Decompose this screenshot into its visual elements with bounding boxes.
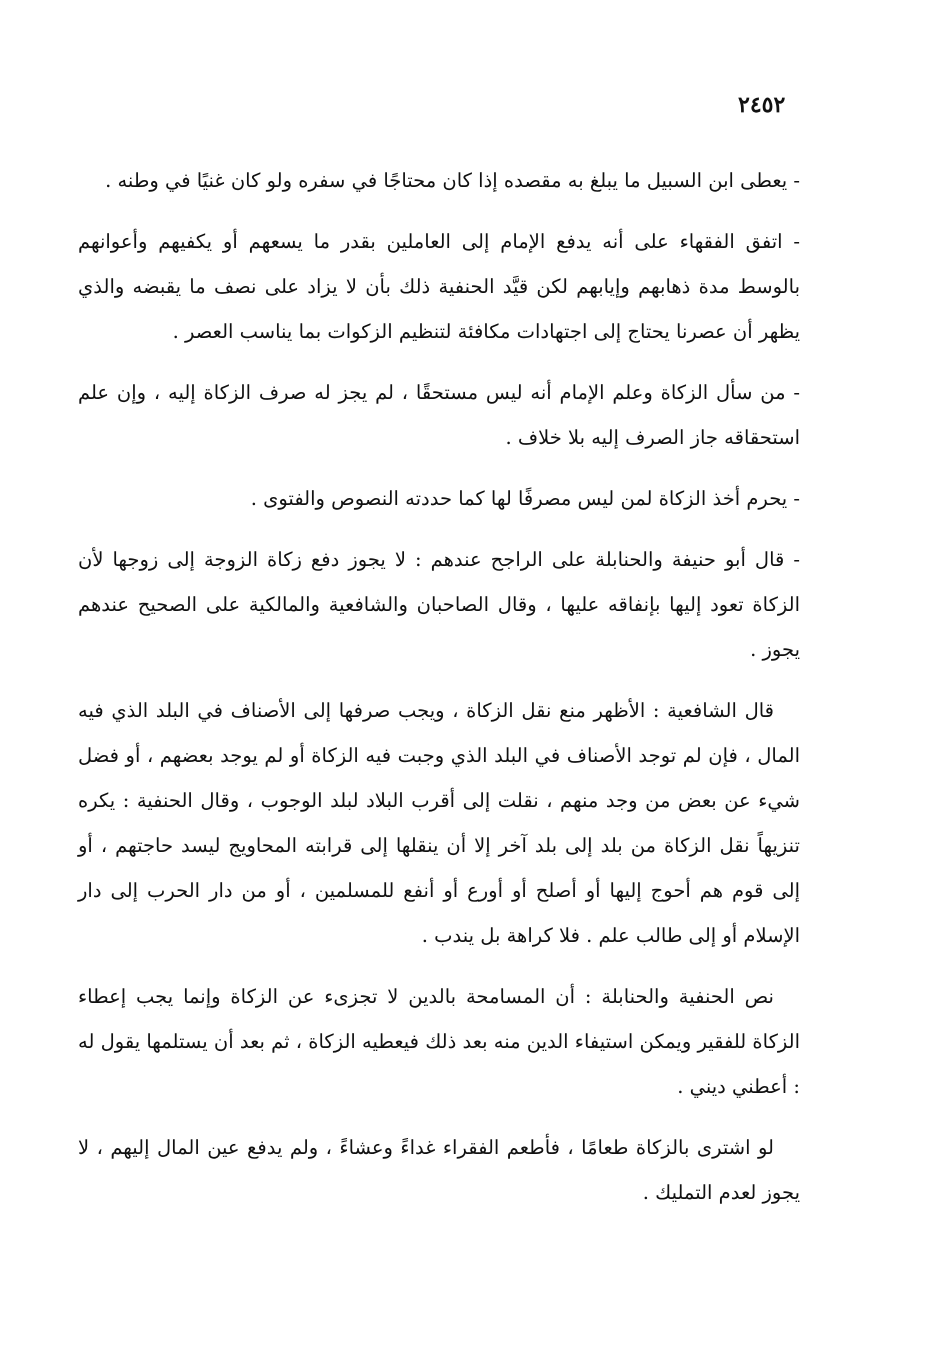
paragraph-not-eligible-requester: - من سأل الزكاة وعلم الإمام أنه ليس مستحقًا ، لم يجز له صرف الزكاة إليه ، وإن علم استحقاقه جاز الصرف إليه بلا خلاف . — [78, 381, 800, 449]
page-number: ٢٤٥٢ — [738, 92, 786, 118]
paragraph-transfer-of-zakat: قال الشافعية : الأظهر منع نقل الزكاة ، ويجب صرفها إلى الأصناف في البلد الذي فيه المال ، فإن لم توجد الأصناف في البلد الذي وجبت فيه الزكاة أو لم يوجد بعضهم ، أو فضل شيء عن بعض من وجد منهم ، نقلت إلى أقرب البلاد لبلد الوجوب ، وقال الحنفية : يكره تنزيهاً نقل الزكاة من بلد إلى بلد آخر إلا أن ينقلها إلى قرابته المحاويج ليسد حاجتهم ، أو إلى قوم هم أحوج إليها أو أصلح أو أورع أو أنفع للمسلمين ، أو من دار الحرب إلى دار الإسلام أو إلى طالب علم . فلا كراهة بل يندب . — [78, 699, 800, 947]
paragraph-amilin: - اتفق الفقهاء على أنه يدفع الإمام إلى العاملين بقدر ما يسعهم أو يكفيهم وأعوانهم بالوسط مدة ذهابهم وإيابهم لكن قيَّد الحنفية ذلك بأن لا يزاد على نصف ما يقبضه والذي يظهر أن عصرنا يحتاج إلى اجتهادات مكافئة لتنظيم الزكوات بما يناسب العصر . — [78, 230, 800, 343]
paragraph-prohibition: - يحرم أخذ الزكاة لمن ليس مصرفًا لها كما حددته النصوص والفتوى . — [250, 487, 800, 510]
paragraph-ibn-sabil: - يعطى ابن السبيل ما يبلغ به مقصده إذا كان محتاجًا في سفره ولو كان غنيًا في وطنه . — [105, 169, 800, 192]
paragraph-debt-forgiveness: نص الحنفية والحنابلة : أن المسامحة بالدين لا تجزىء عن الزكاة وإنما يجب إعطاء الزكاة للفقير ويمكن استيفاء الدين منه بعد ذلك فيعطيه الزكاة ، ثم بعد أن يستلمها يقول له : أعطني ديني . — [78, 985, 800, 1098]
paragraph-wife-zakat: - قال أبو حنيفة والحنابلة على الراجح عندهم : لا يجوز دفع زكاة الزوجة إلى زوجها لأن الزكاة تعود إليها بإنفاقه عليها ، وقال الصاحبان والشافعية والمالكية على الصحيح عندهم يجوز . — [78, 548, 800, 661]
paragraph-buying-food: لو اشترى بالزكاة طعامًا ، فأطعم الفقراء غداءً وعشاءً ، ولم يدفع عين المال إليهم ، لا يجوز لعدم التمليك . — [78, 1136, 800, 1204]
page-body — [78, 158, 800, 1231]
